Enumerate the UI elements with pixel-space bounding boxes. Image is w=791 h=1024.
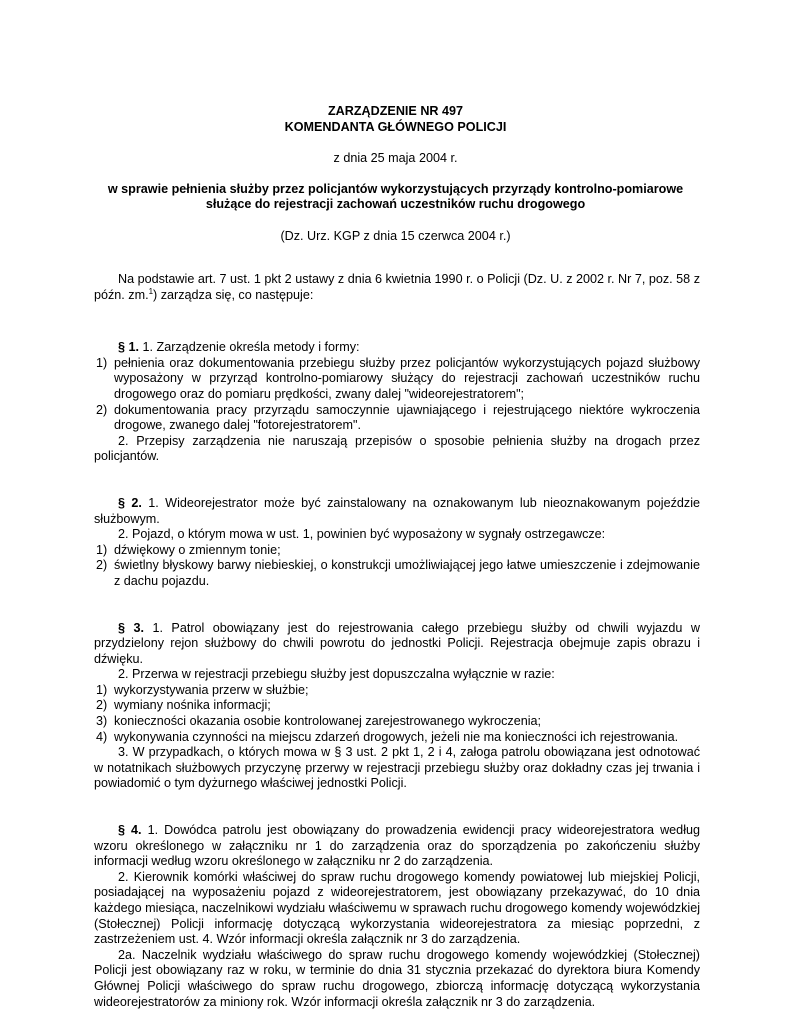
document-subject-line-1: w sprawie pełnienia służby przez policjantów wykorzystujących przyrządy kontrolno-pomiarowe <box>107 181 684 196</box>
section-1-intro-text: 1. Zarządzenie określa metody i formy: <box>139 340 360 355</box>
section-1-item <box>94 403 700 434</box>
section-2-item <box>94 558 700 589</box>
item-text: dokumentowania pracy przyrządu samoczynnie ujawniającego i rejestrującego niektóre wykroczenia drogowe, zwanego dalej "fotorejestratorem". <box>114 402 700 433</box>
preamble <box>94 272 700 303</box>
section-2-paragraph-1 <box>94 496 700 527</box>
document-title-line-1: ZARZĄDZENIE NR 497 <box>327 104 464 118</box>
section-3-mark: § 3. <box>118 620 144 635</box>
section-4-mark: § 4. <box>118 823 142 838</box>
section-3-paragraph-2: 2. Przerwa w rejestracji przebiegu służby jest dopuszczalna wyłącznie w razie: <box>118 667 555 682</box>
section-3-paragraph-3: 3. W przypadkach, o których mowa w § 3 ust. 2 pkt 1, 2 i 4, załoga patrolu obowiązana jest odnotować w notatnikach służbowych przyczynę przerwy w rejestracji przebiegu służby oraz dokładny czas jej trwania i powiadomić o tym dyżurnego właściwej jednostki Policji. <box>94 745 700 791</box>
footnote-mark: 1 <box>148 286 154 296</box>
section-3-item <box>94 698 700 714</box>
section-4-paragraph-1 <box>94 823 700 870</box>
section-4-paragraph-1-text: 1. Dowódca patrolu jest obowiązany do prowadzenia ewidencji pracy wideorejestratora według wzoru określonego w załączniku nr 1 do zarządzenia oraz do sporządzenia po zakończeniu służby informacji według wzoru określonego w załączniku nr 2 do zarządzenia. <box>94 823 700 869</box>
item-number: 1) <box>96 355 108 370</box>
document-header <box>0 104 791 245</box>
document-date: z dnia 25 maja 2004 r. <box>333 151 458 166</box>
section-4-paragraph-2a: 2a. Naczelnik wydziału właściwego do spraw ruchu drogowego komendy wojewódzkiej (Stołecznej) Policji jest obowiązany raz w roku, w terminie do dnia 31 stycznia przekazać do dyrektora biura Komendy Głównej Policji właściwego do spraw ruchu drogowego, zbiorczą informację dotyczącą wykorzystania wideorejestratorów za miniony rok. Wzór informacji określa załącznik nr 3 do zarządzenia. <box>94 947 700 1009</box>
item-number: 2) <box>96 558 108 573</box>
preamble-text-1: Na podstawie art. 7 ust. 1 pkt 2 ustawy z dnia 6 kwietnia 1990 r. o Policji (Dz. U. z 2002 r. Nr 7, poz. 58 z późn. zm. <box>94 272 700 302</box>
item-number: 3) <box>96 714 108 729</box>
item-number: 4) <box>96 729 108 744</box>
section-1-item <box>94 356 700 403</box>
section-3-paragraph-1-text: 1. Patrol obowiązany jest do rejestrowania całego przebiegu służby od chwili wyjazdu w przydzielony rejon służbowy do chwili powrotu do jednostki Policji. Rejestracja obejmuje zapis obrazu i dźwięku. <box>94 620 700 666</box>
item-text: konieczności okazania osobie kontrolowanej zarejestrowanego wykroczenia; <box>114 714 542 729</box>
section-3-item <box>94 683 700 699</box>
section-2-paragraph-2: 2. Pojazd, o którym mowa w ust. 1, powinien być wyposażony w sygnały ostrzegawcze: <box>118 527 606 542</box>
section-3-item <box>94 714 700 730</box>
item-text: wykonywania czynności na miejscu zdarzeń drogowych, jeżeli nie ma konieczności ich rejestrowania. <box>114 729 679 744</box>
item-number: 1) <box>96 682 108 697</box>
section-1-paragraph-2: 2. Przepisy zarządzenia nie naruszają przepisów o sposobie pełnienia służby na drogach przez policjantów. <box>94 433 700 464</box>
section-4-paragraph-2: 2. Kierownik komórki właściwej do spraw ruchu drogowego komendy powiatowej lub miejskiej Policji, posiadającej na wyposażeniu pojazd z wideorejestratorem, jest obowiązany przekazywać, do 10 dnia każdego miesiąca, naczelnikowi wydziału właściwemu w sprawach ruchu drogowego komendy wojewódzkiej (Stołecznej) Policji informację dotyczącą wykorzystania wideorejestratora za miesiąc poprzedni, z zastrzeżeniem ust. 4. Wzór informacji określa załącznik nr 3 do zarządzenia. <box>94 869 700 947</box>
item-number: 2) <box>96 698 108 713</box>
item-number: 2) <box>96 402 108 417</box>
item-number: 1) <box>96 542 108 557</box>
section-2-paragraph-1-text: 1. Wideorejestrator może być zainstalowany na oznakowanym lub nieoznakowanym pojeździe służbowym. <box>94 495 700 526</box>
item-text: pełnienia oraz dokumentowania przebiegu służby przez policjantów wykorzystujących pojazd służbowy wyposażony w przyrząd kontrolno-pomiarowy służący do rejestracji zachowań uczestników ruchu drogowego oraz do pomiaru prędkości, zwany dalej "wideorejestratorem"; <box>114 355 700 401</box>
section-1-intro <box>94 340 700 356</box>
document-body <box>94 272 700 1010</box>
item-text: świetlny błyskowy barwy niebieskiej, o konstrukcji umożliwiającej jego łatwe umieszczenie i zdejmowanie z dachu pojazdu. <box>114 558 700 588</box>
document-title-line-2: KOMENDANTA GŁÓWNEGO POLICJI <box>284 119 507 134</box>
preamble-text-2: ) zarządza się, co następuje: <box>153 287 314 302</box>
section-3-paragraph-1 <box>94 621 700 668</box>
section-3-item <box>94 730 700 746</box>
document-subject-line-2: służące do rejestracji zachowań uczestników ruchu drogowego <box>205 197 586 212</box>
section-2-mark: § 2. <box>118 495 142 510</box>
item-text: wymiany nośnika informacji; <box>114 698 271 713</box>
publication-reference: (Dz. Urz. KGP z dnia 15 czerwca 2004 r.) <box>280 228 511 243</box>
section-1-mark: § 1. <box>118 340 140 355</box>
item-text: dźwiękowy o zmiennym tonie; <box>114 542 281 557</box>
item-text: wykorzystywania przerw w służbie; <box>114 682 309 697</box>
section-2-item <box>94 543 700 559</box>
